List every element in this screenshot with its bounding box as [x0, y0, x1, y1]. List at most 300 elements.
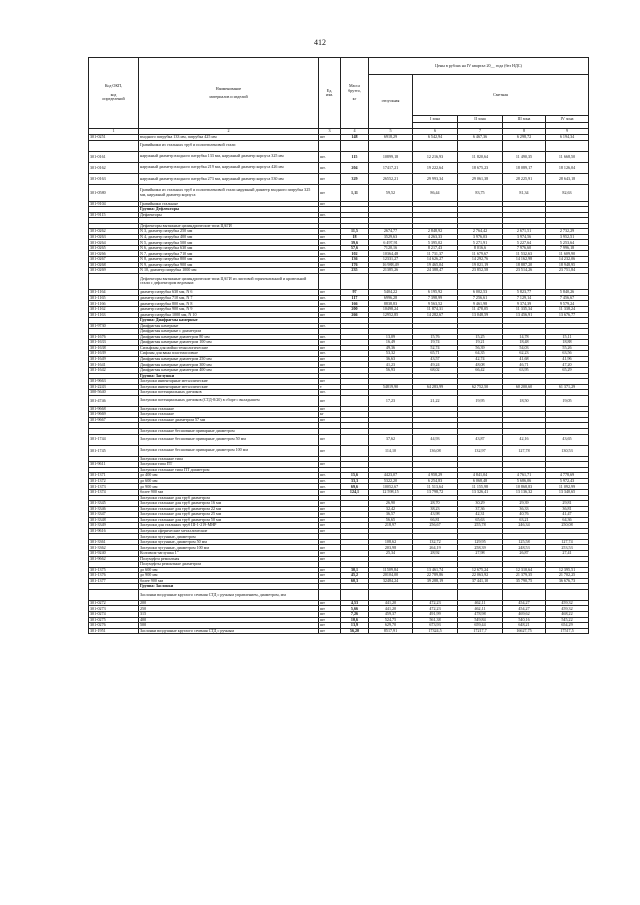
row-price-release: 53,32: [369, 351, 413, 357]
row-mass: 18: [341, 234, 369, 240]
row-unit: [319, 589, 341, 600]
row-code: [89, 589, 139, 600]
row-price-zone3: 11 490,35: [503, 151, 546, 162]
row-price-release: 5404,22: [369, 290, 413, 296]
row-price-zone2: 19 021,19: [458, 262, 503, 268]
page-number: 412: [314, 38, 326, 47]
row-price-zone2: 62 752,50: [458, 384, 503, 390]
row-code: 301-3347: [89, 512, 139, 518]
row-price-zone2: 27,98: [458, 551, 503, 557]
header-row-top: [89, 58, 589, 75]
row-price-release: 17,23: [369, 395, 413, 406]
row-price-zone4: 11 092,99: [546, 484, 589, 490]
row-mass: 115: [341, 151, 369, 162]
row-price-zone4: 47,20: [546, 362, 589, 368]
row-price-zone2: 11 155,98: [458, 484, 503, 490]
row-price-release: 37,62: [369, 434, 413, 445]
row-price-zone2: [458, 140, 503, 151]
row-unit: шт: [319, 312, 341, 318]
row-price-zone2: 66,42: [458, 367, 503, 373]
row-name: Дефлекторы вытяжные цилиндрические типа ЦАГИ из листовой горячекатанной и кровельной стали с дефлектором ведомым:: [139, 273, 319, 290]
row-price-release: 441,20: [369, 606, 413, 612]
row-price-zone2: 132,97: [458, 445, 503, 456]
row-price-release: 56,93: [369, 367, 413, 373]
row-code: 301-3346: [89, 506, 139, 512]
row-unit: шт: [319, 600, 341, 606]
row-mass: 56,20: [341, 628, 369, 634]
row-price-release: 6918,29: [369, 135, 413, 141]
row-mass: 60,3: [341, 578, 369, 584]
row-price-zone3: 648,21: [503, 623, 546, 629]
row-price-zone1: 65,71: [413, 351, 458, 357]
row-price-zone2: 3 976,03: [458, 234, 503, 240]
row-price-zone2: 258,39: [458, 545, 503, 551]
row-price-zone3: 13 136,32: [503, 490, 546, 496]
price-table: [88, 57, 589, 634]
row-unit: шт: [319, 367, 341, 373]
row-price-zone3: 16627,75: [503, 628, 546, 634]
table-row: [89, 395, 589, 406]
row-name: до 400 мм: [139, 473, 319, 479]
row-name: N 6, диаметр патрубка 630 мм: [139, 245, 319, 251]
row-price-zone3: 26,87: [503, 551, 546, 557]
row-price-zone4: 250,08: [546, 523, 589, 529]
row-unit: шт: [319, 545, 341, 551]
row-price-release: 8838,83: [369, 301, 413, 307]
row-mass: 329: [341, 173, 369, 184]
row-price-zone4: 14 232,06: [546, 257, 589, 263]
row-price-release: 8517,91: [369, 628, 413, 634]
row-price-zone3: 5 686,06: [503, 478, 546, 484]
row-mass: 117: [341, 295, 369, 301]
row-code: 301-1642: [89, 367, 139, 373]
row-price-zone1: 472,23: [413, 600, 458, 606]
row-price-zone4: 41,96: [546, 356, 589, 362]
row-price-zone1: 39 288,19: [413, 578, 458, 584]
row-name: Заглушки чугунные, диаметром 100 мм: [139, 545, 319, 551]
row-unit: шт.: [319, 390, 341, 396]
row-name: Заглушки инвентарные металлические: [139, 384, 319, 390]
col-header-price: Цены в рублях на IV квартал 20__ года (без НДС): [369, 58, 589, 75]
row-price-zone2: 15,25: [458, 334, 503, 340]
row-price-zone1: 6 542,94: [413, 135, 458, 141]
row-unit: шт.: [319, 245, 341, 251]
row-price-zone1: 68,02: [413, 367, 458, 373]
row-code: 301-2243: [89, 384, 139, 390]
row-price-release: 54819,90: [369, 384, 413, 390]
row-unit: шт.: [319, 151, 341, 162]
row-price-zone2: 2 764,42: [458, 229, 503, 235]
row-price-zone2: 23 852,58: [458, 268, 503, 274]
row-price-zone3: 81,34: [503, 184, 546, 201]
row-price-release: 459,37: [369, 612, 413, 618]
row-name: Диафрагмы камерные диаметром 250 мм: [139, 356, 319, 362]
col-number: 9: [546, 129, 589, 135]
row-name: Диафрагмы камерные с диаметром: [139, 329, 319, 335]
row-price-zone2: 30,29: [458, 501, 503, 507]
row-price-zone3: 18 887,20: [503, 262, 546, 268]
row-unit: шт.: [319, 334, 341, 340]
row-price-release: 26,90: [369, 501, 413, 507]
row-price-zone3: 63,95: [503, 367, 546, 373]
row-name: N 9, диаметр патрубка 900 мм: [139, 262, 319, 268]
row-code: 301-1744: [89, 434, 139, 445]
row-name: Заглушки стальные бесшовные приварные диаметром 50 мм: [139, 434, 319, 445]
row-unit: шт.: [319, 473, 341, 479]
row-price-release: 12952,85: [369, 312, 413, 318]
row-mass: 266: [341, 312, 369, 318]
row-unit: шт: [319, 184, 341, 201]
row-price-zone4: 127,74: [546, 539, 589, 545]
row-price-release: 7120,16: [369, 245, 413, 251]
row-code: 301-4746: [89, 395, 139, 406]
row-price-zone2: 11 820,64: [458, 151, 503, 162]
row-price-zone4: 2 732,29: [546, 229, 589, 235]
row-unit: шт.: [319, 484, 341, 490]
row-price-zone2: 17217,7: [458, 628, 503, 634]
col-header-release: отпускная: [369, 75, 413, 129]
row-price-zone1: 43,98: [413, 512, 458, 518]
row-mass: 7,26: [341, 612, 369, 618]
row-price-release: 114,10: [369, 445, 413, 456]
row-mass: 166: [341, 301, 369, 307]
row-price-release: 10052,67: [369, 484, 413, 490]
row-price-zone3: 63,21: [503, 517, 546, 523]
row-price-release: 13,09: [369, 334, 413, 340]
row-name: Заглушки стальные типа: [139, 456, 319, 462]
row-name: наружный диаметр входного патрубка 133 мм, наружный диаметр корпуса 325 мм: [139, 151, 319, 162]
row-price-zone4: 130,53: [546, 445, 589, 456]
row-price-release: 10364,48: [369, 251, 413, 257]
row-name: 315: [139, 612, 319, 618]
row-price-zone1: 2 848,92: [413, 229, 458, 235]
row-code: 301-1373: [89, 484, 139, 490]
row-code: 301-9662: [89, 556, 139, 562]
row-name: 200: [139, 600, 319, 606]
row-price-release: 32484,24: [369, 578, 413, 584]
row-price-zone4: 23 751,84: [546, 268, 589, 274]
row-price-zone3: 41,68: [503, 356, 546, 362]
row-name: Гравийники стальные: [139, 201, 319, 207]
row-unit: шт: [319, 462, 341, 468]
row-price-release: 41,23: [369, 362, 413, 368]
row-price-zone1: 19 222,64: [413, 162, 458, 173]
row-price-release: 6 497,91: [369, 240, 413, 246]
row-price-release: 441,20: [369, 600, 413, 606]
row-unit: [319, 273, 341, 290]
row-price-zone2: 8 016,6: [458, 245, 503, 251]
row-price-zone3: 3 974,56: [503, 234, 546, 240]
row-mass: 204: [341, 162, 369, 173]
row-price-zone2: [458, 273, 503, 290]
row-price-zone3: 127,78: [503, 445, 546, 456]
row-price-zone4: [546, 140, 589, 151]
row-price-release: 10899,18: [369, 151, 413, 162]
row-price-zone1: 13 798,72: [413, 490, 458, 496]
row-price-zone2: 11 679,67: [458, 251, 503, 257]
row-price-zone1: 19 465,04: [413, 262, 458, 268]
table-row: [89, 628, 589, 634]
col-header-estimate: Сметная: [413, 75, 589, 116]
row-price-zone1: 9 563,52: [413, 301, 458, 307]
row-price-zone1: 561,38: [413, 617, 458, 623]
row-unit: шт: [319, 417, 341, 423]
row-name: N 8, диаметр патрубка 800 мм: [139, 257, 319, 263]
row-name: Диафрагмы камерные диаметром 300 мм: [139, 362, 319, 368]
row-price-zone4: 61 371,29: [546, 384, 589, 390]
row-price-zone4: 5 840,26: [546, 290, 589, 296]
row-price-zone1: [413, 140, 458, 151]
col-header-unit: Ед. изм.: [319, 58, 341, 129]
row-unit: шт.: [319, 295, 341, 301]
row-name: 250: [139, 606, 319, 612]
table-row: [89, 173, 589, 184]
row-price-zone4: 4 778,69: [546, 473, 589, 479]
row-name: Заглушки стальные для труб диаметром: [139, 495, 319, 501]
row-unit: шт: [319, 356, 341, 362]
row-name: до 900 мм: [139, 573, 319, 579]
row-price-zone1: 264,19: [413, 545, 458, 551]
row-price-zone1: 14 282,67: [413, 312, 458, 318]
row-code: 301-0276: [89, 623, 139, 629]
row-unit: шт: [319, 345, 341, 351]
row-price-zone3: 36,33: [503, 506, 546, 512]
row-code: 301-0267: [89, 257, 139, 263]
col-header-zone1: I зона: [413, 116, 458, 123]
row-code: 301-1676: [89, 334, 139, 340]
row-price-zone3: 13 456,91: [503, 312, 546, 318]
row-price-zone1: 12 216,93: [413, 151, 458, 162]
row-mass: 136: [341, 257, 369, 263]
row-name: Заглушки стальные типа ПТ диаметром: [139, 467, 319, 473]
row-price-zone4: 27,41: [546, 551, 589, 557]
row-name: N 5, диаметр патрубка 500 мм: [139, 240, 319, 246]
row-price-zone3: 454,27: [503, 606, 546, 612]
row-code: 301-1376: [89, 573, 139, 579]
row-unit: шт: [319, 379, 341, 385]
row-price-zone1: 64 283,99: [413, 384, 458, 390]
row-name: диаметр патрубка 800 мм, N 8: [139, 301, 319, 307]
row-price-zone4: 3 952,51: [546, 234, 589, 240]
row-price-zone2: 29 061,38: [458, 173, 503, 184]
row-price-zone1: 29 993,34: [413, 173, 458, 184]
row-name: Дефлекторы вытяжные цилиндрические типа ЦАГИ: [139, 223, 319, 229]
row-price-release: 16,49: [369, 340, 413, 346]
row-price-zone4: 11 338,24: [546, 306, 589, 312]
row-price-zone4: 43,65: [546, 434, 589, 445]
row-price-release: 108,62: [369, 539, 413, 545]
row-name: Группа: Заглушки: [139, 373, 319, 379]
row-code: 301-9668: [89, 406, 139, 412]
row-unit: шт: [319, 539, 341, 545]
row-name: Группа: Заслонки: [139, 584, 319, 590]
row-price-release: 36,57: [369, 512, 413, 518]
row-price-zone1: [413, 589, 458, 600]
row-name: Заглушки чугунные, диаметром 50 мм: [139, 539, 319, 545]
row-price-release: 12331,27: [369, 257, 413, 263]
row-price-zone3: 54,03: [503, 345, 546, 351]
row-unit: шт: [319, 606, 341, 612]
row-mass: 1,11: [341, 184, 369, 201]
row-unit: шт.: [319, 162, 341, 173]
row-price-zone1: 11 731,37: [413, 251, 458, 257]
row-code: 301-0251: [89, 135, 139, 141]
row-price-zone4: 459,32: [546, 606, 589, 612]
row-mass: 69,6: [341, 484, 369, 490]
row-price-zone1: 49,24: [413, 362, 458, 368]
row-code: 301-1639: [89, 351, 139, 357]
row-price-zone1: 256,67: [413, 523, 458, 529]
row-price-zone2: 43,87: [458, 434, 503, 445]
row-mass: 102: [341, 251, 369, 257]
row-price-zone1: 28,92: [413, 551, 458, 557]
row-name: входного патрубка 133 мм, патрубка 425 мм: [139, 135, 319, 141]
col-header-zone2: II зона: [458, 116, 503, 123]
row-price-zone1: 5 395,02: [413, 240, 458, 246]
row-mass: 39,6: [341, 240, 369, 246]
row-code: 301-0275: [89, 617, 139, 623]
row-price-release: 6996,28: [369, 295, 413, 301]
row-code: 301-3345: [89, 501, 139, 507]
row-price-release: 59,52: [369, 184, 413, 201]
row-unit: шт: [319, 201, 341, 207]
row-name: Заглушки потенциальных датчиков (СТД-8/20) в сборе с вкладышем: [139, 395, 319, 406]
row-unit: шт: [319, 612, 341, 618]
row-price-release: 49,36: [369, 345, 413, 351]
col-number: 7: [458, 129, 503, 135]
row-price-zone2: 12 675,24: [458, 567, 503, 573]
row-name: более 900 мм: [139, 578, 319, 584]
row-price-release: [369, 273, 413, 290]
row-price-zone3: 469,62: [503, 612, 546, 618]
row-code: 301-0266: [89, 251, 139, 257]
row-price-zone1: 472,23: [413, 606, 458, 612]
row-mass: 10,6: [341, 617, 369, 623]
row-name: Диафрагмы камерные: [139, 323, 319, 329]
row-name: Заглушки потенциальных датчиков: [139, 390, 319, 396]
row-price-zone4: 468,22: [546, 612, 589, 618]
row-price-release: 12 598,15: [369, 490, 413, 496]
row-mass: 4,53: [341, 600, 369, 606]
row-price-zone4: 7 456,67: [546, 295, 589, 301]
row-price-release: [369, 140, 413, 151]
row-name: Гравийники из стальных труб и полиэтиленовой стали наружный диаметр входного патрубка 325 мм, наружный диаметр корпуса: [139, 184, 319, 201]
row-code: 301-9104: [89, 201, 139, 207]
row-price-zone3: 29,39: [503, 501, 546, 507]
row-code: [89, 140, 139, 151]
row-price-zone4: 19,05: [546, 395, 589, 406]
row-unit: шт: [319, 578, 341, 584]
col-header-zone3: III зона: [503, 116, 546, 123]
row-price-zone2: 56,39: [458, 345, 503, 351]
row-code: 301-9115: [89, 212, 139, 218]
row-unit: шт.: [319, 240, 341, 246]
row-mass: 33,3: [341, 478, 369, 484]
row-price-zone4: 17517,5: [546, 628, 589, 634]
row-name: Полумуфты ремонтные диаметром: [139, 562, 319, 568]
row-price-zone4: 55,26: [546, 345, 589, 351]
row-unit: шт: [319, 490, 341, 496]
row-price-zone4: [546, 589, 589, 600]
row-mass: 124,1: [341, 490, 369, 496]
row-unit: шт: [319, 556, 341, 562]
row-price-release: 5322,20: [369, 478, 413, 484]
row-code: 301-1162: [89, 306, 139, 312]
row-price-zone4: 13 340,65: [546, 490, 589, 496]
row-name: Сифоны для ванн пластмассовые: [139, 351, 319, 357]
row-price-zone1: [413, 273, 458, 290]
row-mass: 11,5: [341, 229, 369, 235]
row-unit: шт.: [319, 212, 341, 218]
row-code: 301-1649: [89, 356, 139, 362]
row-code: 301-1375: [89, 567, 139, 573]
row-price-zone3: 62,23: [503, 351, 546, 357]
row-price-zone4: 18 126,04: [546, 162, 589, 173]
row-price-release: 10498,24: [369, 306, 413, 312]
row-unit: шт: [319, 517, 341, 523]
row-price-zone3: 11 335,34: [503, 306, 546, 312]
table-row: [89, 273, 589, 290]
row-price-zone3: 12 310,64: [503, 567, 546, 573]
row-price-zone4: 11 668,50: [546, 151, 589, 162]
row-code: 301-0268: [89, 262, 139, 268]
row-mass: [341, 140, 369, 151]
row-price-zone1: 136,08: [413, 445, 458, 456]
row-price-zone4: 459,32: [546, 600, 589, 606]
row-price-zone3: 540,16: [503, 617, 546, 623]
row-name: Заглушки типа ПТ: [139, 462, 319, 468]
row-unit: шт: [319, 512, 341, 518]
row-price-zone3: 14 162,98: [503, 257, 546, 263]
row-code: 301-3362: [89, 545, 139, 551]
row-price-zone1: 43,57: [413, 356, 458, 362]
row-name: N 7, диаметр патрубка 710 мм: [139, 251, 319, 257]
row-name: Заглушки инвентарные металлические: [139, 379, 319, 385]
row-price-zone4: 18,88: [546, 340, 589, 346]
row-price-zone3: 9 374,39: [503, 301, 546, 307]
row-code: 301-1374: [89, 490, 139, 496]
row-price-zone1: 17324,5: [413, 628, 458, 634]
row-name: Заглушки сферические металлические: [139, 528, 319, 534]
row-name: диаметр патрубка 900 мм, N 9: [139, 306, 319, 312]
row-name: N 10, диаметр патрубка 1000 мм: [139, 268, 319, 274]
row-unit: шт: [319, 506, 341, 512]
col-header-mass: Масса брутто, кг: [341, 58, 369, 129]
row-price-zone4: 13 676,77: [546, 312, 589, 318]
row-unit: шт: [319, 551, 341, 557]
row-price-zone2: 11 478,05: [458, 306, 503, 312]
row-code: 301-0269: [89, 268, 139, 274]
row-price-release: 218,97: [369, 523, 413, 529]
row-price-zone4: 5 253,64: [546, 240, 589, 246]
row-code: 301-9611: [89, 462, 139, 468]
row-price-zone2: [458, 589, 503, 600]
col-number: 1: [89, 129, 139, 135]
row-mass: 30,1: [341, 567, 369, 573]
row-price-zone3: 6 298,72: [503, 135, 546, 141]
row-unit: шт: [319, 135, 341, 141]
row-code: 301-9663: [89, 379, 139, 385]
row-price-zone4: 5 972,43: [546, 478, 589, 484]
row-name: Заглушки стальные для труб диаметром 16 мм: [139, 501, 319, 507]
row-price-zone3: 18 089,17: [503, 162, 546, 173]
row-name: Заглушки для стальных труб Ш-1-219-МНР: [139, 523, 319, 529]
row-price-zone3: 42,16: [503, 434, 546, 445]
row-price-zone4: 654,29: [546, 623, 589, 629]
row-unit: шт.: [319, 478, 341, 484]
row-price-zone2: 9 461,98: [458, 301, 503, 307]
row-price-zone3: 7 129,14: [503, 295, 546, 301]
